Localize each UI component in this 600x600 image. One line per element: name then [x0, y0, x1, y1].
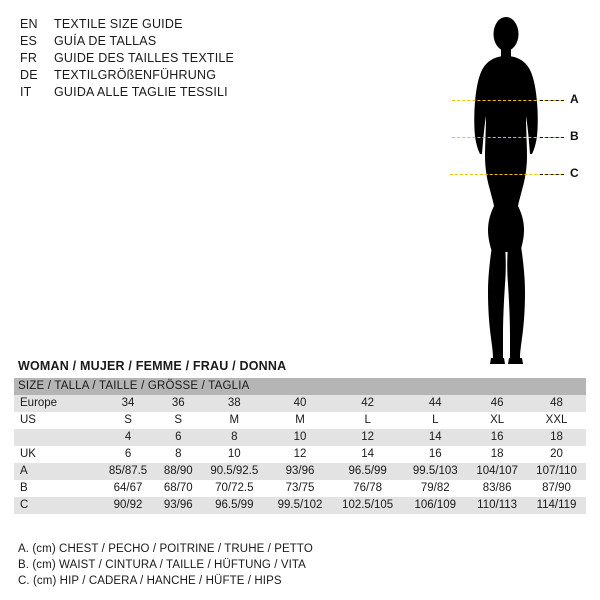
cell: 68/70 — [156, 480, 200, 497]
cell: 90/92 — [100, 497, 156, 514]
cell: 96.5/99 — [332, 463, 404, 480]
table-row — [14, 412, 586, 429]
cell: 44 — [403, 395, 467, 412]
language-text-es: GUÍA DE TALLAS — [54, 34, 157, 48]
cell: 99.5/103 — [403, 463, 467, 480]
cell: 96.5/99 — [200, 497, 268, 514]
waist-leader-line — [540, 137, 564, 138]
cell: 14 — [403, 429, 467, 446]
cell: 106/109 — [403, 497, 467, 514]
cell: L — [332, 412, 404, 429]
row-label-c: C — [14, 497, 100, 514]
table-row — [14, 463, 586, 480]
cell: 73/75 — [268, 480, 332, 497]
language-text-fr: GUIDE DES TAILLES TEXTILE — [54, 51, 235, 65]
row-label-europe: Europe — [14, 395, 100, 412]
chest-leader-line — [540, 100, 564, 101]
note-hip: C. (cm) HIP / CADERA / HANCHE / HÜFTE / HIPS — [18, 575, 282, 587]
cell: 83/86 — [467, 480, 527, 497]
cell: 18 — [527, 429, 586, 446]
cell: 16 — [403, 446, 467, 463]
cell: 76/78 — [332, 480, 404, 497]
cell: 93/96 — [268, 463, 332, 480]
cell: 12 — [268, 446, 332, 463]
cell: 20 — [527, 446, 586, 463]
cell: 12 — [332, 429, 404, 446]
cell: S — [100, 412, 156, 429]
cell: 46 — [467, 395, 527, 412]
cell: 114/119 — [527, 497, 586, 514]
table-row — [14, 497, 586, 514]
row-label-uk: UK — [14, 446, 100, 463]
language-code-de: DE — [20, 68, 38, 82]
body-figure-area — [430, 8, 600, 368]
cell: 42 — [332, 395, 404, 412]
language-code-en: EN — [20, 17, 38, 31]
language-title-block — [20, 16, 320, 101]
cell: M — [200, 412, 268, 429]
measurement-notes — [18, 541, 313, 589]
cell: 88/90 — [156, 463, 200, 480]
guide-label-a: A — [570, 92, 579, 106]
language-row-fr — [20, 50, 320, 67]
row-label-a: A — [14, 463, 100, 480]
female-silhouette-icon — [430, 8, 600, 368]
row-label-us: US — [14, 412, 100, 429]
cell: 6 — [156, 429, 200, 446]
cell: M — [268, 412, 332, 429]
cell: 6 — [100, 446, 156, 463]
cell: 38 — [200, 395, 268, 412]
cell: 8 — [200, 429, 268, 446]
cell: 93/96 — [156, 497, 200, 514]
cell: XXL — [527, 412, 586, 429]
language-row-it — [20, 84, 320, 101]
language-row-de — [20, 67, 320, 84]
language-text-en: TEXTILE SIZE GUIDE — [54, 17, 183, 31]
cell: 48 — [527, 395, 586, 412]
row-label-us-numeric — [14, 429, 100, 446]
cell: 40 — [268, 395, 332, 412]
cell: L — [403, 412, 467, 429]
cell: 104/107 — [467, 463, 527, 480]
row-label-b: B — [14, 480, 100, 497]
section-title: WOMAN / MUJER / FEMME / FRAU / DONNA — [18, 359, 287, 373]
cell: 16 — [467, 429, 527, 446]
cell: S — [156, 412, 200, 429]
cell: 87/90 — [527, 480, 586, 497]
note-chest: A. (cm) CHEST / PECHO / POITRINE / TRUHE / PETTO — [18, 543, 313, 555]
language-text-it: GUIDA ALLE TAGLIE TESSILI — [54, 85, 228, 99]
cell: XL — [467, 412, 527, 429]
cell: 70/72.5 — [200, 480, 268, 497]
table-row — [14, 395, 586, 412]
language-row-es — [20, 33, 320, 50]
size-table — [14, 378, 586, 514]
table-row — [14, 480, 586, 497]
note-waist: B. (cm) WAIST / CINTURA / TAILLE / HÜFTUNG / VITA — [18, 559, 306, 571]
cell: 10 — [268, 429, 332, 446]
cell: 90.5/92.5 — [200, 463, 268, 480]
table-row — [14, 446, 586, 463]
language-text-de: TEXTILGRÖßENFÜHRUNG — [54, 68, 217, 82]
language-row-en — [20, 16, 320, 33]
cell: 10 — [200, 446, 268, 463]
guide-label-c: C — [570, 166, 579, 180]
cell: 8 — [156, 446, 200, 463]
table-header-label: SIZE / TALLA / TAILLE / GRÖSSE / TAGLIA — [14, 378, 586, 395]
cell: 79/82 — [403, 480, 467, 497]
cell: 4 — [100, 429, 156, 446]
guide-label-b: B — [570, 129, 579, 143]
table-header-row — [14, 378, 586, 395]
cell: 85/87.5 — [100, 463, 156, 480]
cell: 102.5/105 — [332, 497, 404, 514]
cell: 99.5/102 — [268, 497, 332, 514]
hip-leader-line — [540, 174, 564, 175]
cell: 14 — [332, 446, 404, 463]
cell: 34 — [100, 395, 156, 412]
cell: 64/67 — [100, 480, 156, 497]
language-code-it: IT — [20, 85, 32, 99]
language-code-fr: FR — [20, 51, 38, 65]
cell: 107/110 — [527, 463, 586, 480]
table-row — [14, 429, 586, 446]
cell: 110/113 — [467, 497, 527, 514]
cell: 18 — [467, 446, 527, 463]
cell: 36 — [156, 395, 200, 412]
language-code-es: ES — [20, 34, 38, 48]
